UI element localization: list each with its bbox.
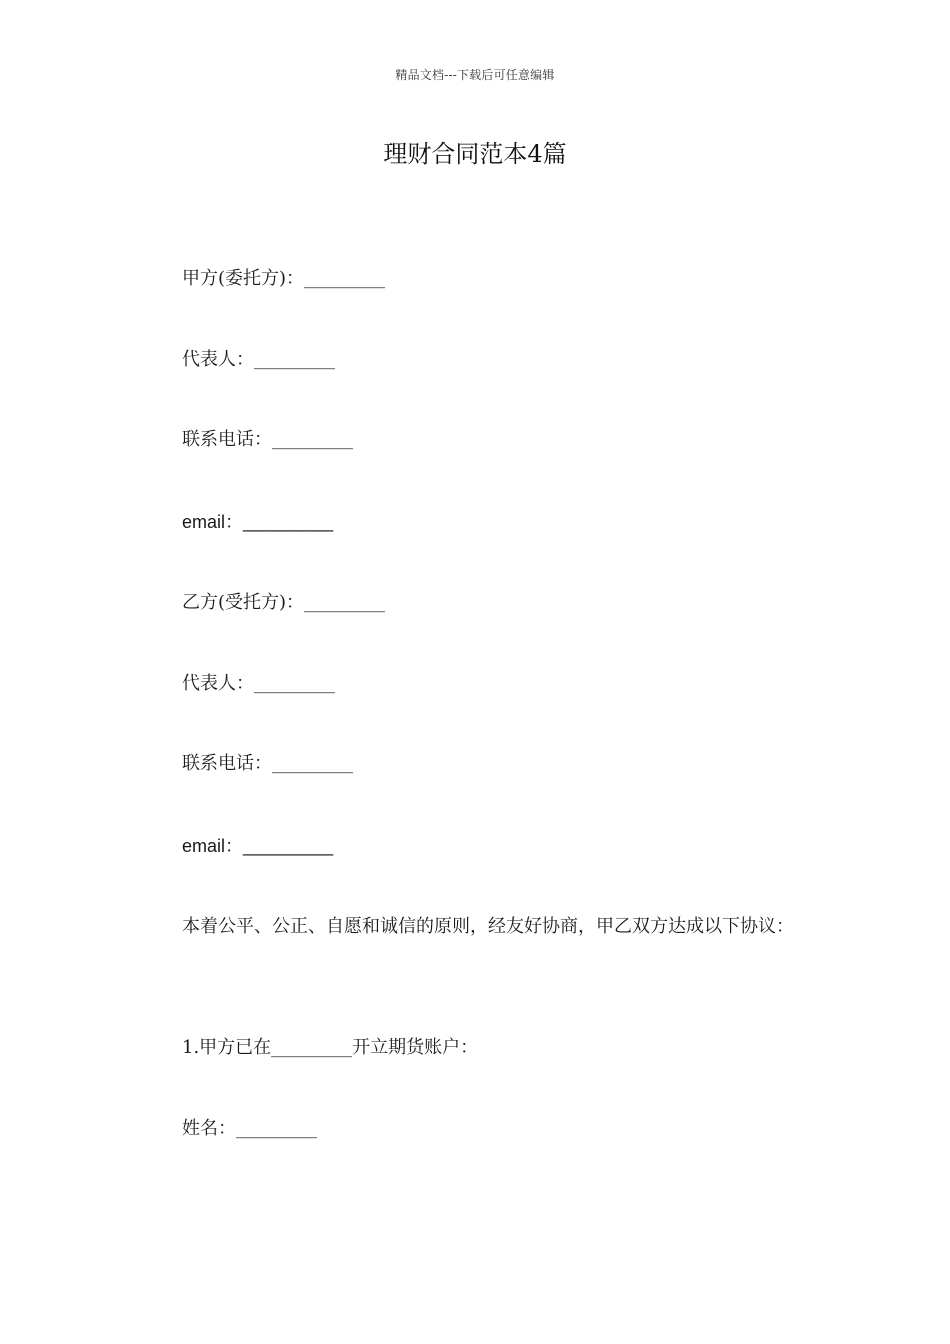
party-a-email-field: email：_________ <box>182 512 334 532</box>
header-note: 精品文档---下载后可任意编辑 <box>395 68 555 82</box>
clause-1: 1.甲方已在_________开立期货账户： <box>182 1037 479 1058</box>
party-b-phone-field: 联系电话：_________ <box>182 753 353 774</box>
party-a-field: 甲方(委托方)：_________ <box>182 268 386 289</box>
party-b-field: 乙方(受托方)：_________ <box>182 592 386 613</box>
name-field: 姓名：_________ <box>182 1118 317 1139</box>
party-b-email-field: email：_________ <box>182 836 334 856</box>
party-a-representative-field: 代表人：_________ <box>182 349 335 370</box>
party-a-phone-field: 联系电话：_________ <box>182 429 353 450</box>
intro-paragraph: 本着公平、公正、自愿和诚信的原则，经友好协商，甲乙双方达成以下协议： <box>182 916 794 937</box>
document-title: 理财合同范本4篇 <box>383 140 567 168</box>
party-b-representative-field: 代表人：_________ <box>182 673 335 694</box>
